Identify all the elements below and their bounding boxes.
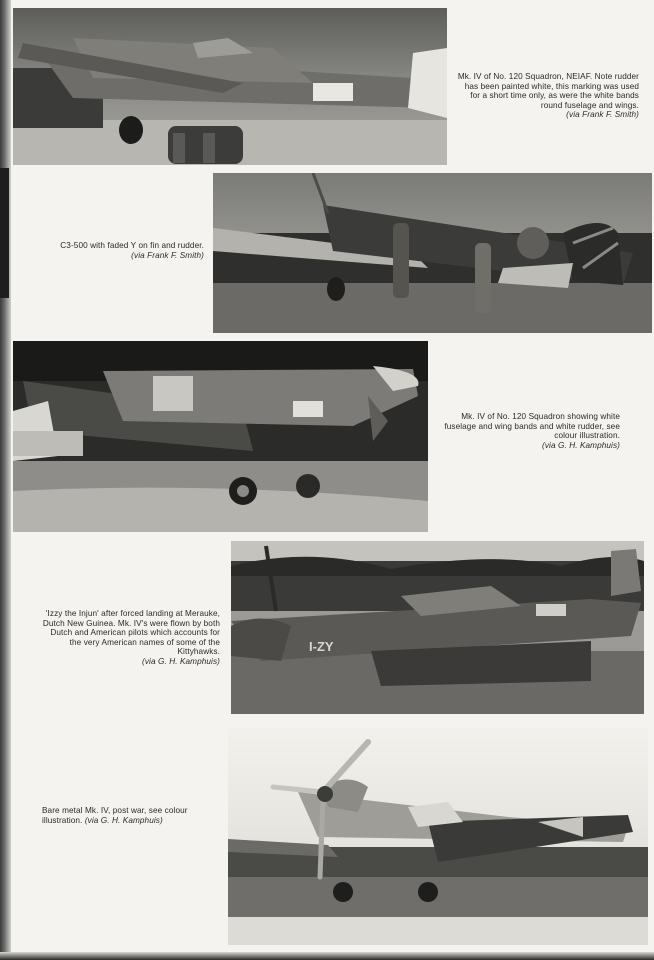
photo-4-nose-text: I-ZY (309, 639, 334, 654)
caption-5 (42, 806, 227, 825)
caption-5-text: Bare metal Mk. IV, post war, see colour illustration. (42, 806, 188, 825)
photo-2-c3-500 (213, 173, 652, 333)
caption-3 (440, 412, 620, 450)
caption-4 (40, 609, 220, 667)
photo-1-kittyhawk-white-rudder (13, 8, 447, 165)
page-binding-strip (0, 168, 9, 298)
caption-3-text: Mk. IV of No. 120 Squadron showing white fuselage and wing bands and white rudder, see colour illustration. (444, 412, 620, 441)
caption-1-credit: (via Frank F. Smith) (566, 110, 639, 120)
caption-5-credit: (via G. H. Kamphuis) (84, 815, 163, 825)
photo-4-izzy-the-injun (231, 541, 644, 714)
caption-2 (15, 241, 204, 260)
caption-1-text: Mk. IV of No. 120 Squadron, NEIAF. Note rudder has been painted white, this marking was used for a short time only, as were the white bands round fuselage and wings. (457, 72, 639, 110)
page-binding-shadow (0, 0, 11, 960)
page-bottom-edge (0, 952, 654, 960)
caption-3-credit: (via G. H. Kamphuis) (542, 440, 620, 450)
caption-4-credit: (via G. H. Kamphuis) (142, 656, 220, 666)
caption-4-text: 'Izzy the Injun' after forced landing at Merauke, Dutch New Guinea. Mk. IV's were flown by both Dutch and American pilots which accounts for the very American names of some of the Kittyhawks. (42, 609, 220, 657)
photo-5-bare-metal-kittyhawk (228, 727, 648, 945)
caption-2-text: C3-500 with faded Y on fin and rudder. (60, 241, 204, 250)
photo-3-kittyhawk-wing-bands (13, 341, 428, 532)
caption-1 (455, 72, 639, 120)
caption-2-credit: (via Frank F. Smith) (131, 250, 204, 260)
